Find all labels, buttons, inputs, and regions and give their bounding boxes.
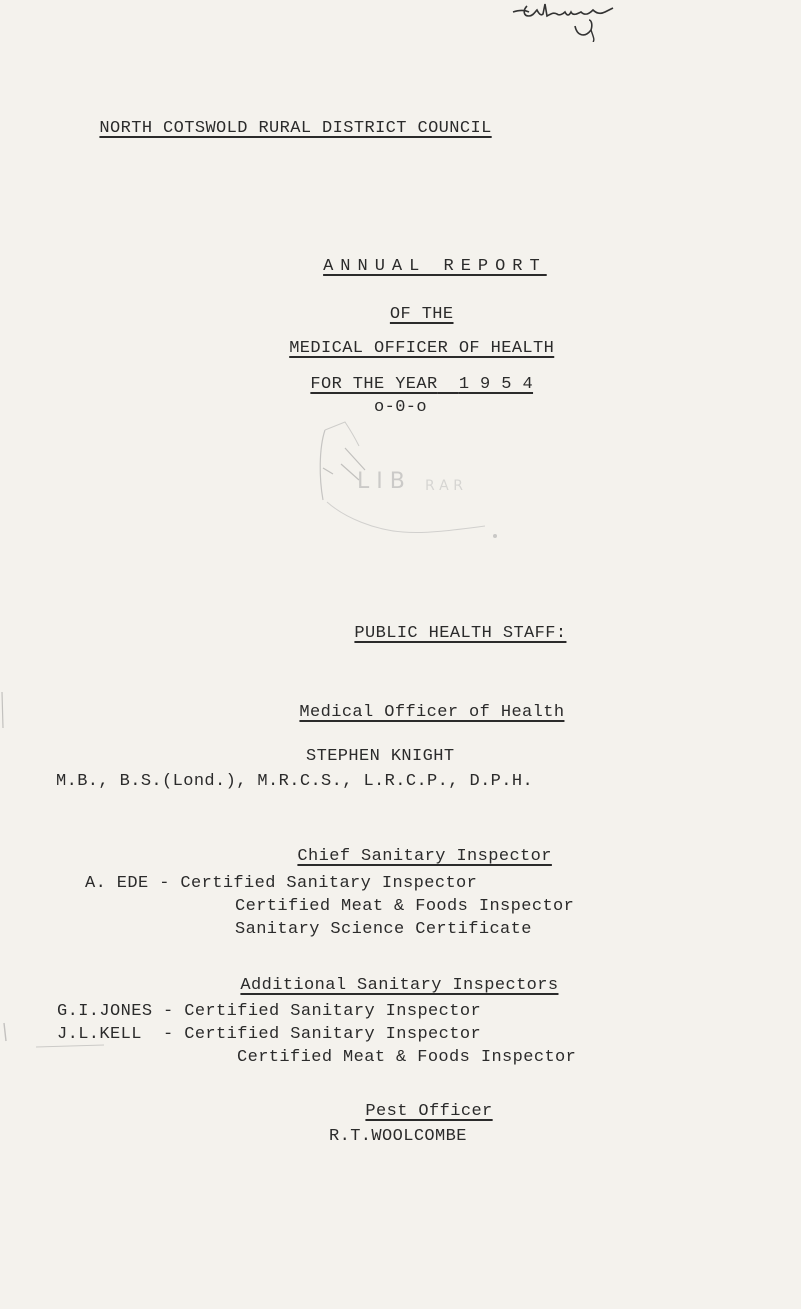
additional-inspector-line-3: Certified Meat & Foods Inspector [237,1048,577,1067]
pest-officer-name: R.T.WOOLCOMBE [329,1127,467,1146]
additional-inspector-line-2: J.L.KELL - Certified Sanitary Inspector [57,1025,482,1044]
year-prefix: FOR THE YEAR [310,375,438,394]
moh-heading: Medical Officer of Health [299,703,565,722]
svg-text:R A R: R A R [425,478,463,494]
staff-heading: PUBLIC HEALTH STAFF: [354,624,567,643]
separator: o-0-o [373,398,427,417]
moh-qualifications: M.B., B.S.(Lond.), M.R.C.S., L.R.C.P., D.P.H. [56,772,534,791]
scan-margin-mark [0,690,20,730]
report-title: ANNUAL REPORT [323,257,547,276]
council-name: NORTH COTSWOLD RURAL DISTRICT COUNCIL [99,119,492,138]
chief-inspector-line-2: Certified Meat & Foods Inspector [235,897,575,916]
svg-text:L I B: L I B [357,469,405,494]
chief-inspector-line-3: Sanitary Science Certificate [235,920,532,939]
handwritten-signature [505,0,625,42]
report-year-line [310,375,533,394]
moh-name: STEPHEN KNIGHT [306,747,455,766]
additional-inspector-line-1: G.I.JONES - Certified Sanitary Inspector [57,1002,482,1021]
library-stamp [305,408,515,548]
additional-inspectors-heading: Additional Sanitary Inspectors [240,976,559,995]
chief-inspector-heading: Chief Sanitary Inspector [297,847,552,866]
scan-margin-dash [0,1015,110,1055]
pest-officer-heading: Pest Officer [365,1102,493,1121]
chief-inspector-line-1: A. EDE - Certified Sanitary Inspector [85,874,478,893]
report-subtitle-of-the: OF THE [389,305,454,324]
report-subtitle-moh: MEDICAL OFFICER OF HEALTH [289,339,555,358]
report-year: 1 9 5 4 [458,375,534,394]
